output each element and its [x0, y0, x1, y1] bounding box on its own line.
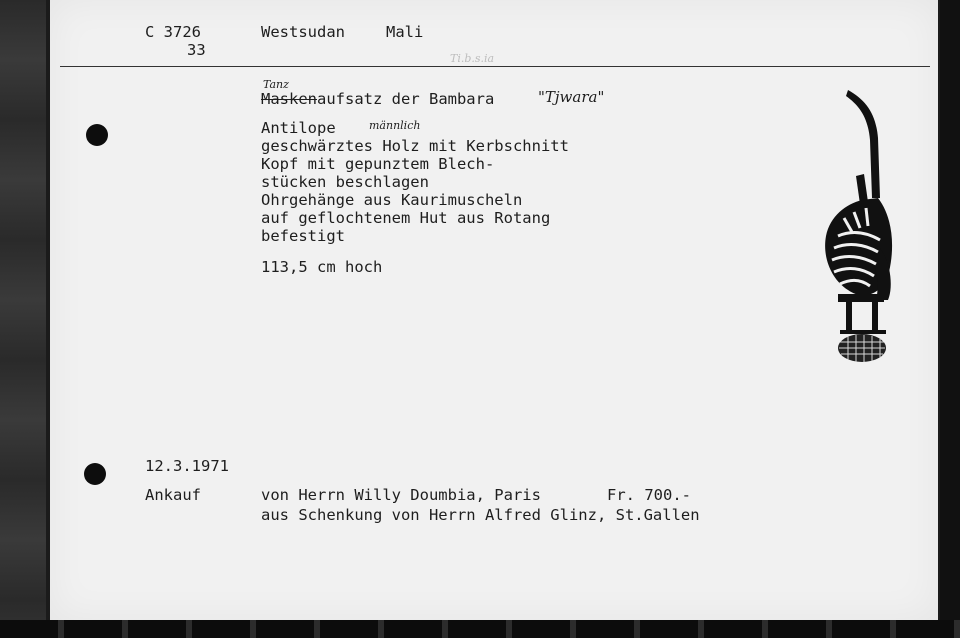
dimensions: 113,5 cm hoch [261, 258, 383, 276]
catalog-sub-number: 33 [187, 41, 206, 59]
note-maennlich-handwritten: männlich [369, 119, 421, 132]
acquisition-type: Ankauf [145, 486, 201, 504]
punch-hole-bottom [84, 463, 106, 485]
header-rule [60, 66, 930, 67]
description-line: stücken beschlagen [261, 173, 429, 191]
title-struck-word: Masken [261, 90, 317, 108]
title-rest: aufsatz der Bambara [317, 90, 495, 108]
acquisition-source: von Herrn Willy Doumbia, Paris [261, 486, 541, 504]
line-antilope: Antilope [261, 119, 336, 137]
tjiwara-headdress-illustration [818, 86, 914, 372]
punch-hole-top [86, 124, 108, 146]
object-title [261, 90, 494, 108]
title-quote-handwritten: "Tjwara" [538, 88, 605, 106]
film-bottom-edge [0, 620, 960, 638]
description-line: befestigt [261, 227, 345, 245]
description-line: auf geflochtenem Hut aus Rotang [261, 209, 551, 227]
description-line: Kopf mit gepunztem Blech- [261, 155, 495, 173]
description-line: Ohrgehänge aus Kaurimuscheln [261, 191, 523, 209]
title-correction-handwritten: Tanz [263, 78, 289, 91]
region-label: Westsudan [261, 23, 345, 41]
film-right-edge [940, 0, 960, 638]
acquisition-price: Fr. 700.- [607, 486, 691, 504]
acquisition-date: 12.3.1971 [145, 457, 229, 475]
faint-pencil-note: Ti.b.s.ia [450, 52, 495, 65]
country-label: Mali [386, 23, 424, 41]
catalog-card [50, 0, 938, 620]
film-left-edge [0, 0, 46, 638]
description-line: geschwärztes Holz mit Kerbschnitt [261, 137, 569, 155]
catalog-number: C 3726 [145, 23, 201, 41]
acquisition-donation: aus Schenkung von Herrn Alfred Glinz, St.Gallen [261, 506, 700, 524]
